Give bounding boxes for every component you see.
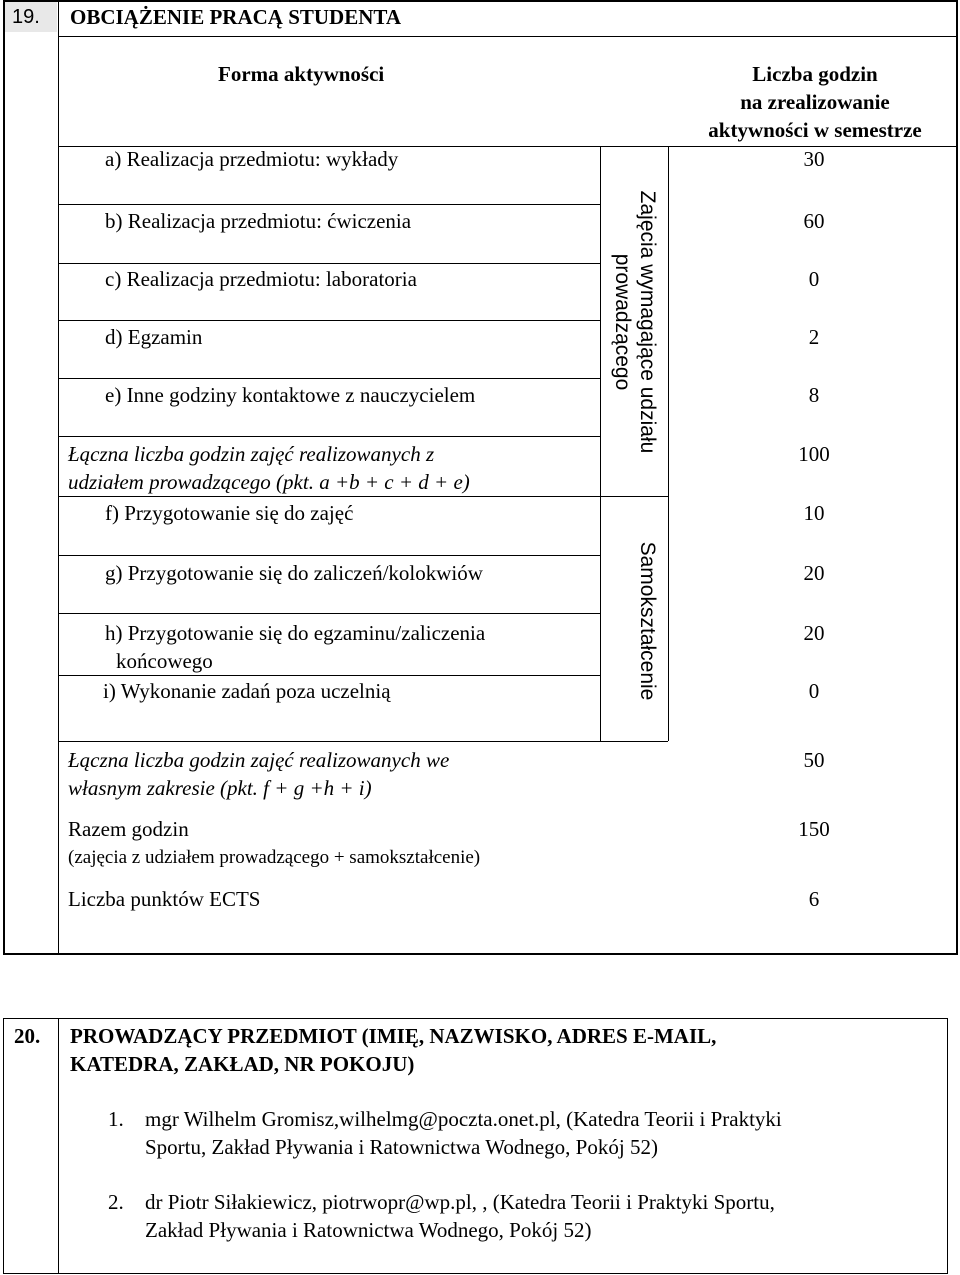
- self-total-label-line-1: Łączna liczba godzin zajęć realizowanych we: [68, 748, 450, 772]
- self-study-group-label: [635, 536, 660, 706]
- section-20-number-divider: [58, 1018, 59, 1274]
- row-h-label-line-2: końcowego: [116, 649, 213, 673]
- instructor-1-number: 1.: [108, 1107, 124, 1131]
- activity-column-header: Forma aktywności: [218, 62, 385, 86]
- row-divider-c: [58, 320, 600, 321]
- row-d-label: d) Egzamin: [105, 325, 203, 349]
- row-b-label: b) Realizacja przedmiotu: ćwiczenia: [105, 209, 412, 233]
- row-e-value: 8: [808, 383, 820, 407]
- row-f-value: 10: [803, 501, 825, 525]
- contact-total-label-line-1: Łączna liczba godzin zajęć realizowanych z: [68, 442, 435, 466]
- row-b-value: 60: [803, 209, 825, 233]
- instructor-2-line-1: dr Piotr Siłakiewicz, piotrwopr@wp.pl, , (Katedra Teorii i Praktyki Sportu,: [145, 1190, 775, 1214]
- section-20-title-line-2: KATEDRA, ZAKŁAD, NR POKOJU): [70, 1052, 415, 1076]
- row-i-label: i) Wykonanie zadań poza uczelnią: [103, 679, 391, 703]
- row-divider-d: [58, 378, 600, 379]
- group-column-divider: [668, 146, 669, 741]
- row-a-label: a) Realizacja przedmiotu: wykłady: [105, 147, 399, 171]
- row-divider-e: [58, 436, 600, 437]
- hours-column-header-line-3: aktywności w semestrze: [708, 118, 922, 142]
- row-f-label: f) Przygotowanie się do zajęć: [105, 501, 354, 525]
- grand-total-label-line-1: Razem godzin: [68, 817, 189, 841]
- section-19-number-divider: [58, 0, 59, 955]
- row-h-value: 20: [803, 621, 825, 645]
- self-study-bottom-divider: [58, 741, 668, 742]
- ects-value: 6: [808, 887, 820, 911]
- row-i-value: 0: [808, 679, 820, 703]
- instructor-1-line-1: mgr Wilhelm Gromisz,wilhelmg@poczta.onet.pl, (Katedra Teorii i Praktyki: [145, 1107, 782, 1131]
- row-divider-f: [58, 555, 600, 556]
- section-20-number: 20.: [14, 1024, 41, 1048]
- contact-total-value: 100: [798, 442, 830, 466]
- row-h-label: h) Przygotowanie się do egzaminu/zaliczenia: [105, 621, 486, 645]
- grand-total-label-line-2: (zajęcia z udziałem prowadzącego + samokształcenie): [68, 847, 481, 868]
- self-total-value: 50: [803, 748, 825, 772]
- contact-hours-group-label-line-1: Zajęcia wymagające udziału: [636, 190, 659, 454]
- section-19-title-underline: [58, 36, 958, 37]
- section-19-number: 19.: [12, 6, 40, 28]
- instructor-2-number: 2.: [108, 1190, 124, 1214]
- row-divider-g: [58, 613, 600, 614]
- contact-hours-group-label-line-2: prowadzącego: [611, 253, 634, 391]
- row-c-label: c) Realizacja przedmiotu: laboratoria: [105, 267, 417, 291]
- self-study-group-label-text: Samokształcenie: [636, 541, 659, 701]
- row-c-value: 0: [808, 267, 820, 291]
- contact-total-label-line-2: udziałem prowadzącego (pkt. a +b + c + d + e): [68, 470, 470, 494]
- row-g-value: 20: [803, 561, 825, 585]
- row-e-label: e) Inne godziny kontaktowe z nauczycielem: [105, 383, 476, 407]
- grand-total-value: 150: [798, 817, 830, 841]
- row-g-label: g) Przygotowanie się do zaliczeń/kolokwiów: [105, 561, 483, 585]
- hours-column-header-line-1: Liczba godzin: [752, 62, 878, 86]
- row-a-value: 30: [803, 147, 825, 171]
- instructor-2-line-2: Zakład Pływania i Ratownictwa Wodnego, Pokój 52): [145, 1218, 592, 1242]
- contact-hours-group-label: [610, 182, 660, 462]
- section-19-title: OBCIĄŻENIE PRACĄ STUDENTA: [70, 5, 401, 29]
- instructor-1-line-2: Sportu, Zakład Pływania i Ratownictwa Wodnego, Pokój 52): [145, 1135, 658, 1159]
- row-d-value: 2: [808, 325, 820, 349]
- self-total-label-line-2: własnym zakresie (pkt. f + g +h + i): [68, 776, 372, 800]
- activity-column-divider: [600, 146, 601, 741]
- ects-label: Liczba punktów ECTS: [68, 887, 261, 911]
- row-divider-a: [58, 204, 600, 205]
- row-divider-b: [58, 263, 600, 264]
- section-20-title-line-1: PROWADZĄCY PRZEDMIOT (IMIĘ, NAZWISKO, ADRES E-MAIL,: [70, 1024, 717, 1048]
- hours-column-header-line-2: na zrealizowanie: [740, 90, 890, 114]
